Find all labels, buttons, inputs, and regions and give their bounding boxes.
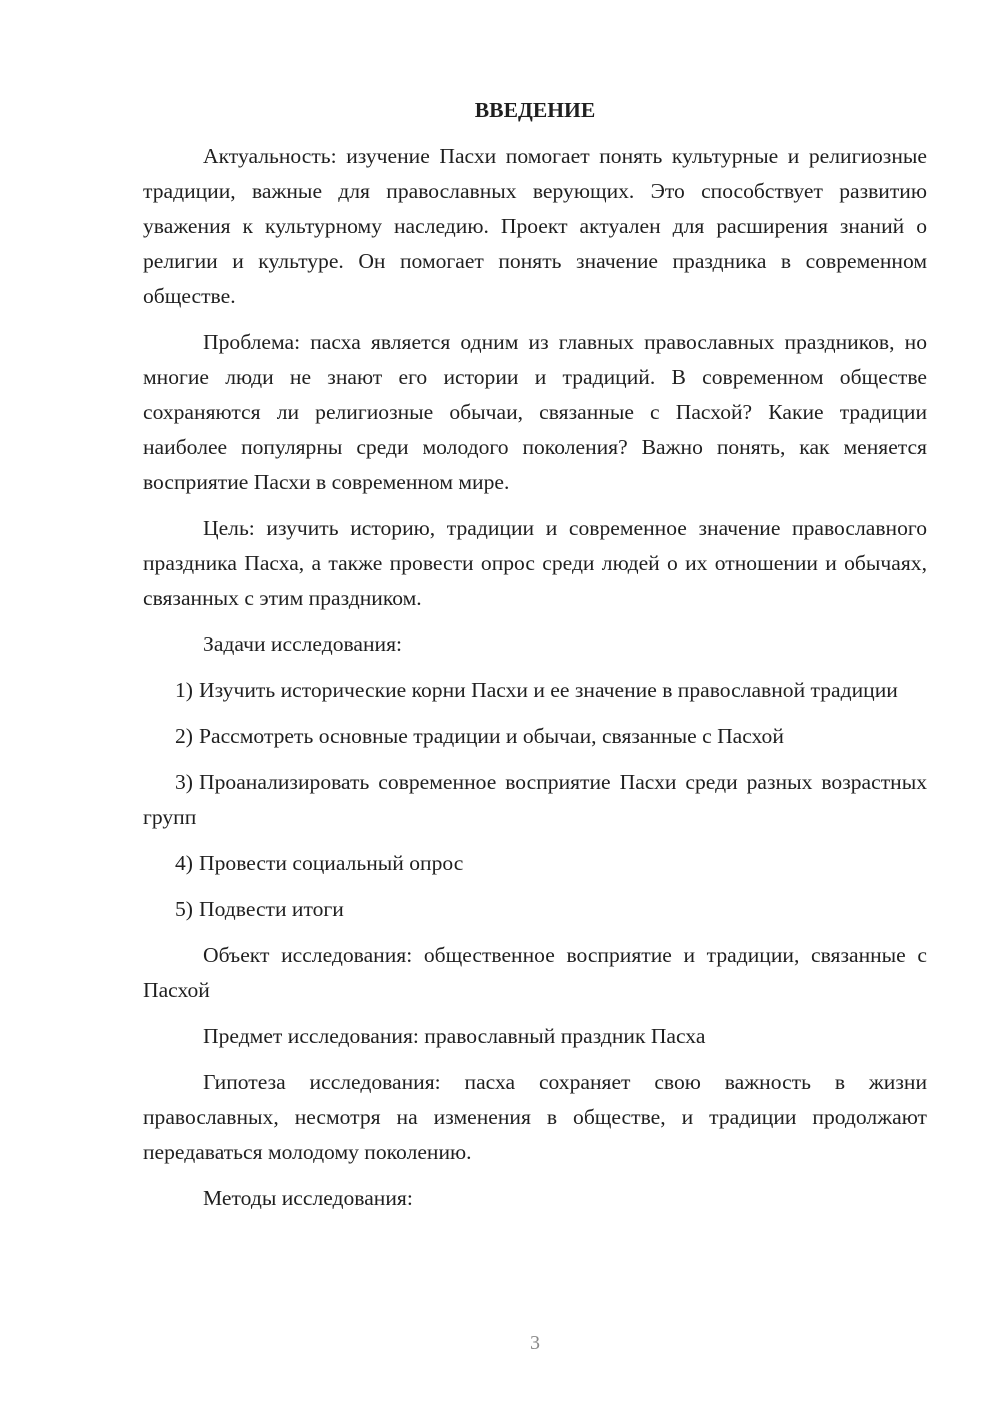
task-item-2 [143, 719, 927, 754]
task-number: 1) [175, 678, 193, 702]
task-number: 3) [175, 770, 193, 794]
task-text: Проанализировать современное восприятие Пасхи среди разных возрастных групп [143, 770, 927, 829]
task-item-1 [143, 673, 927, 708]
task-text: Провести социальный опрос [199, 851, 464, 875]
subject-paragraph: Предмет исследования: православный праздник Пасха [203, 1024, 706, 1048]
task-text: Подвести итоги [199, 897, 344, 921]
task-item-5 [143, 892, 927, 927]
task-text: Изучить исторические корни Пасхи и ее значение в православной традиции [199, 678, 898, 702]
hypothesis-paragraph: Гипотеза исследования: пасха сохраняет свою важность в жизни православных, несмотря на изменения в обществе, и традиции продолжают передаваться молодому поколению. [143, 1070, 927, 1164]
task-text: Рассмотреть основные традиции и обычаи, связанные с Пасхой [199, 724, 784, 748]
page-content [143, 92, 927, 1227]
task-item-3 [143, 765, 927, 835]
task-item-4 [143, 846, 927, 881]
section-heading: ВВЕДЕНИЕ [474, 98, 596, 122]
methods-title: Методы исследования: [203, 1186, 413, 1210]
task-number: 2) [175, 724, 193, 748]
goal-paragraph: Цель: изучить историю, традиции и современное значение православного праздника Пасха, а также провести опрос среди людей о их отношении и обычаях, связанных с этим праздником. [143, 516, 927, 610]
task-number: 5) [175, 897, 193, 921]
tasks-title: Задачи исследования: [203, 632, 403, 656]
page-number: 3 [530, 1332, 540, 1354]
object-paragraph: Объект исследования: общественное восприятие и традиции, связанные с Пасхой [143, 943, 927, 1002]
relevance-paragraph: Актуальность: изучение Пасхи помогает понять культурные и религиозные традиции, важные для православных верующих. Это способствует развитию уважения к культурному наследию. Проект актуален для расширения знаний о религии и культуре. Он помогает понять значение праздника в современном обществе. [143, 144, 927, 308]
problem-paragraph: Проблема: пасха является одним из главных православных праздников, но многие люди не знают его истории и традиций. В современном обществе сохраняются ли религиозные обычаи, связанные с Пасхой? Какие традиции наиболее популярны среди молодого поколения? Важно понять, как меняется восприятие Пасхи в современном мире. [143, 330, 927, 494]
task-number: 4) [175, 851, 193, 875]
